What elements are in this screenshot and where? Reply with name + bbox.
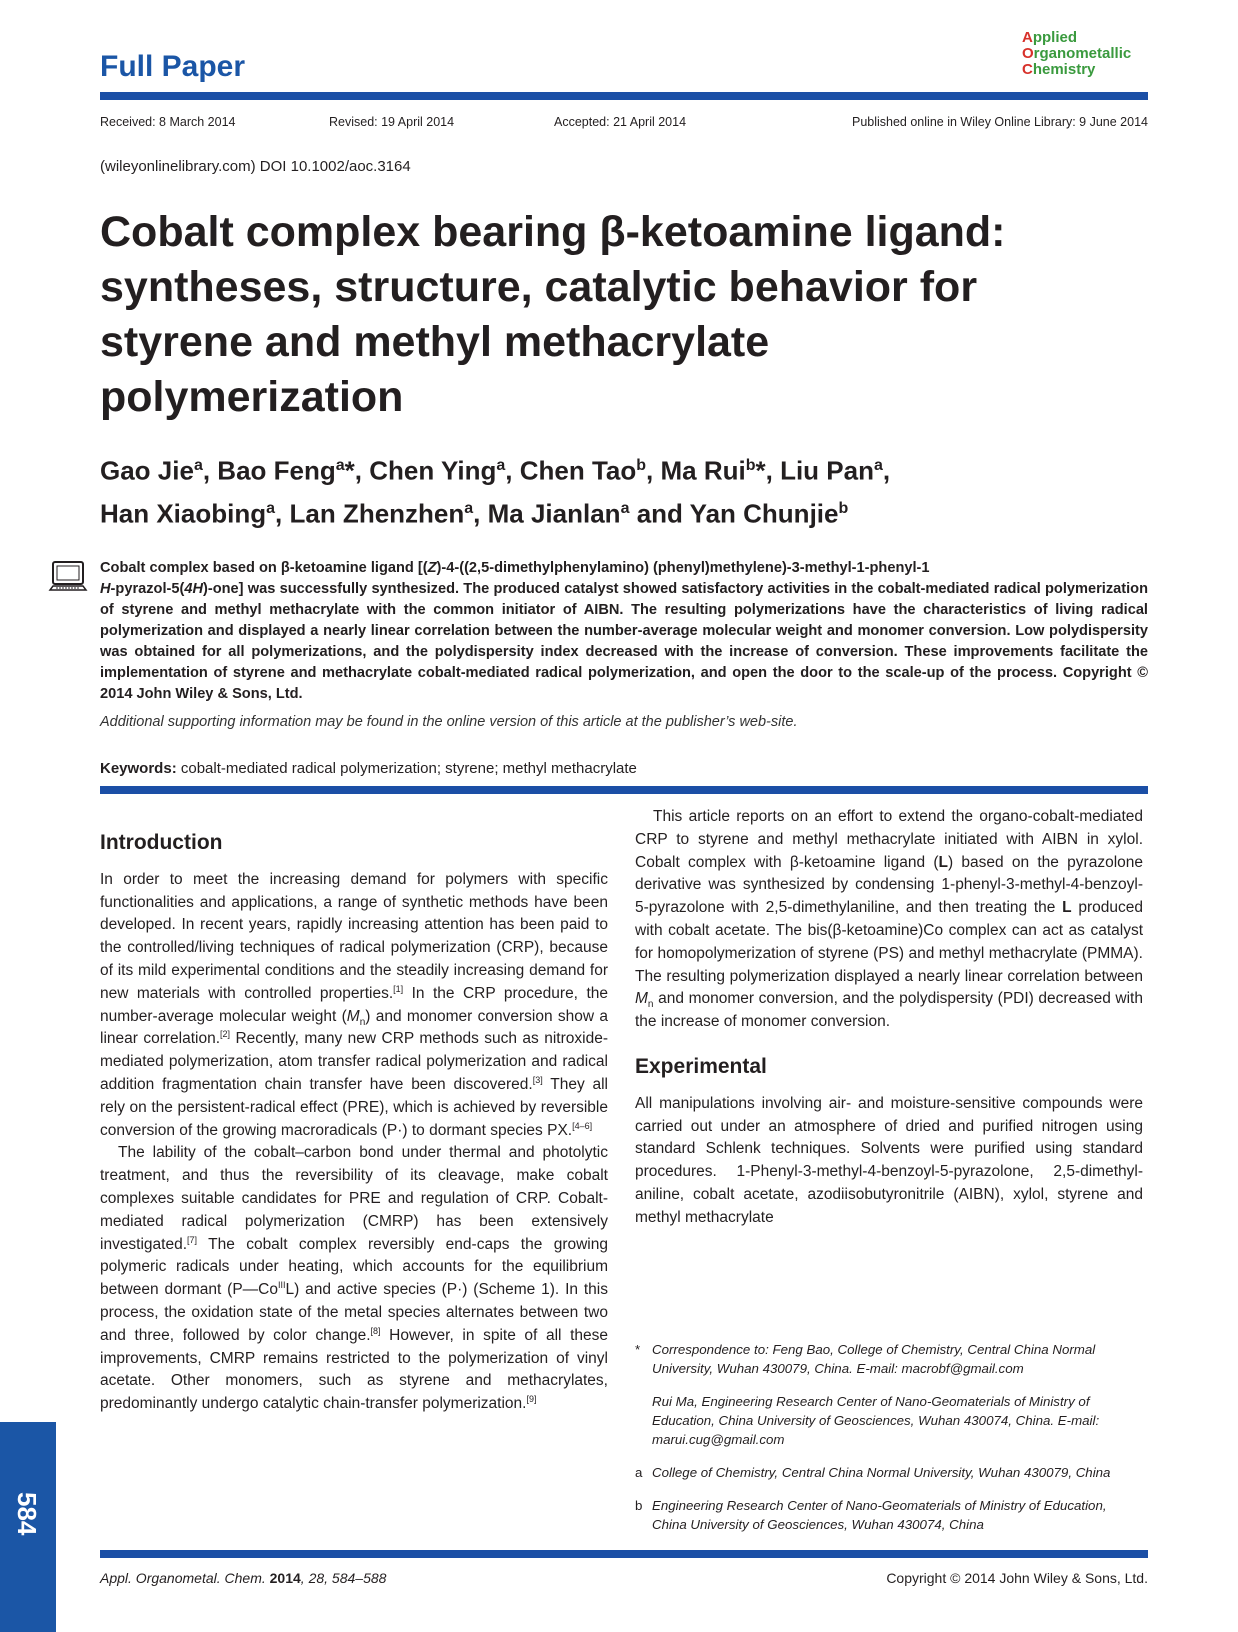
- author-list: [100, 447, 1160, 532]
- author-name: Liu Pan: [780, 455, 874, 486]
- logo-line-2: Organometallic: [1022, 45, 1132, 62]
- author-name: Ma Jianlan: [487, 498, 621, 529]
- header-rule: [100, 92, 1148, 100]
- affiliation-mark: a: [193, 457, 203, 474]
- footnote-affiliation-b: b Engineering Research Center of Nano-Geomaterials of Ministry of Education, China University of Geosciences, Wuhan 430074, China: [635, 1498, 1107, 1532]
- author-name: Chen Tao: [519, 455, 637, 486]
- received-date: Received: 8 March 2014: [100, 115, 236, 129]
- page-number: 584: [12, 1492, 42, 1536]
- intro-paragraph-2: The lability of the cobalt–carbon bond under thermal and photolytic treatment, and thus the reversibility of its cleavage, make cobalt complexes suitable candidates for PRE and regulation of CRP. Cobalt-mediated radical polymerization (CMRP) has been extensively investigated.[7] The cobalt complex reversibly end-caps the growing polymeric radicals under heating, which accounts for the equilibrium between dormant $(P—Co^{III}L)$ and active species (P·) (Scheme 1). In this process, the oxidation state of the metal species alternates between two and three, followed by color change.[8] However, in spite of all these improvements, CMRP remains restricted to the polymerization of vinyl acetate. Other monomers, such as styrene and methacrylates, predominantly undergo catalytic chain-transfer polymerization.[9]: [100, 1144, 608, 1413]
- footnote-affiliation-a: a College of Chemistry, Central China Normal University, Wuhan 430079, China: [635, 1465, 1111, 1480]
- author-name: Ma Rui: [660, 455, 746, 486]
- article-type-label: Full Paper: [100, 50, 246, 83]
- keywords: Keywords: cobalt-mediated radical polymerization; styrene; methyl methacrylate: [100, 760, 637, 777]
- affiliation-mark: a: [266, 499, 276, 517]
- author-name: Yan Chunjie: [689, 498, 839, 529]
- abstract-rule: [100, 786, 1148, 794]
- journal-citation: Appl. Organometal. Chem. 2014, 28, 584–588: [100, 1570, 387, 1586]
- right-paragraph-1: This article reports on an effort to extend the organo-cobalt-mediated CRP to styrene and methyl methacrylate initiated with AIBN in xylol. Cobalt complex with β-ketoamine ligand (L) based on the pyrazolone derivative was synthesized by condensing 1-phenyl-3-methyl-4-benzoyl-5-pyrazolone with 2,5-dimethylaniline, and then treating the L produced with cobalt acetate. The bis(β-ketoamine)Co complex can act as catalyst for homopolymerization of styrene (PS) and methyl methacrylate (PMMA). The resulting polymerization displayed a nearly linear correlation between $M_n$ and monomer conversion, and the polydispersity (PDI) decreased with the increase of monomer conversion.: [635, 808, 1144, 1031]
- revised-date: Revised: 19 April 2014: [329, 115, 455, 129]
- publication-dates: [100, 115, 1148, 133]
- author-line-1: Gao Jie$^a$, Bao Feng$^a$*, Chen Ying$^a$, Chen Tao$^b$, Ma Rui$^b$*, Liu Pan$^a$,: [100, 455, 891, 486]
- title-line: styrene and methyl methacrylate: [100, 318, 770, 366]
- footnote-correspondence: * Correspondence to: Feng Bao, College of Chemistry, Central China Normal University, Wuhan 430079, China. E-mail: macrobf@gmail.com: [635, 1342, 1096, 1376]
- author-line-2: Han Xiaobing$^a$, Lan Zhenzhen$^a$, Ma Jianlan$^a$ and Yan Chunjie$^b$: [100, 498, 849, 529]
- affiliation-mark: a: [464, 499, 474, 517]
- author-name: Bao Feng: [217, 455, 336, 486]
- footer-rule: [100, 1550, 1148, 1558]
- experimental-heading: Experimental: [635, 1054, 767, 1078]
- affiliation-mark: b: [838, 499, 849, 517]
- footer-copyright: Copyright © 2014 John Wiley & Sons, Ltd.: [886, 1570, 1148, 1586]
- intro-paragraph-1: In order to meet the increasing demand for polymers with specific functionalities and applications, a range of synthetic methods have been developed. In recent years, rapidly increasing attention has been paid to the controlled/living techniques of radical polymerization (CRP), because of its mild experimental conditions and the steadily increasing demand for new materials with controlled properties.[1] In the CRP procedure, the number-average molecular weight $(M_n)$ and monomer conversion show a linear correlation.[2] Recently, many new CRP methods such as nitroxide-mediated polymerization, atom transfer radical polymerization and radical addition fragmentation chain transfer have been discovered.[3] They all rely on the persistent-radical effect (PRE), which is achieved by reversible conversion of the growing macroradicals (P·) to dormant species PX.[4–6]: [100, 870, 608, 1139]
- affiliation-mark: b: [745, 457, 756, 474]
- affiliation-mark: a: [620, 499, 630, 517]
- affiliation-mark: a: [335, 457, 345, 474]
- author-name: Han Xiaobing: [100, 498, 267, 529]
- footnote-correspondence-2: Rui Ma, Engineering Research Center of Nano-Geomaterials of Ministry of Education, China University of Geosciences, Wuhan 430074, China. E-mail: marui.cug@gmail.com: [652, 1394, 1100, 1447]
- title-line: syntheses, structure, catalytic behavior for: [100, 263, 978, 311]
- computer-icon: [48, 560, 88, 596]
- affiliation-mark: b: [636, 457, 647, 474]
- logo-line-1: Applied: [1022, 29, 1078, 46]
- affiliation-mark: a: [873, 457, 883, 474]
- doi-line: (wileyonlinelibrary.com) DOI 10.1002/aoc.3164: [100, 158, 411, 175]
- right-column: [635, 806, 1143, 1230]
- accepted-date: Accepted: 21 April 2014: [554, 115, 687, 129]
- author-name: Gao Jie: [100, 455, 194, 486]
- logo-line-3: Chemistry: [1022, 61, 1096, 78]
- abstract: Cobalt complex based on β-ketoamine ligand [(Z)-4-((2,5-dimethylphenylamino) (phenyl)methylene)-3-methyl-1-phenyl-1 H-pyrazol-5(4H)-one] was successfully synthesized. The produced catalyst showed satisfactory activities in the cobalt-mediated radical polymerization of styrene and methyl methacrylate with the common initiator of AIBN. The resulting polymerizations have the characteristics of living radical polymerization and displayed a nearly linear correlation between the number-average molecular weight and monomer conversion. Low polydispersity was obtained for all polymerizations, and the polydispersity index decreased with the increase of conversion. These improvements facilitate the implementation of styrene and methacrylate cobalt-mediated radical polymerization, and open the door to the scale-up of the process. Copyright © 2014 John Wiley & Sons, Ltd.: [100, 560, 1148, 702]
- article-title: [100, 205, 1160, 425]
- footnotes: [635, 1340, 1143, 1548]
- supporting-info-note: Additional supporting information may be found in the online version of this article at the publisher’s web-site.: [100, 714, 798, 730]
- journal-logo: [1022, 30, 1131, 78]
- author-name: Lan Zhenzhen: [289, 498, 465, 529]
- experimental-paragraph: All manipulations involving air- and moisture-sensitive compounds were carried out under an atmosphere of dried and purified nitrogen using standard Schlenk techniques. Solvents were purified using standard procedures. 1-Phenyl-3-methyl-4-benzoyl-5-pyrazolone, 2,5-dimethyl-aniline, cobalt acetate, azodiisobutyronitrile (AIBN), xylol, styrene and methyl methacrylate: [635, 1094, 1143, 1226]
- title-line: polymerization: [100, 373, 404, 421]
- introduction-heading: Introduction: [100, 831, 223, 854]
- published-date: Published online in Wiley Online Library: 9 June 2014: [851, 115, 1148, 129]
- title-line: Cobalt complex bearing β-ketoamine ligand:: [100, 208, 1006, 256]
- left-column: [100, 832, 608, 1416]
- affiliation-mark: a: [496, 457, 506, 474]
- author-name: Chen Ying: [369, 455, 497, 486]
